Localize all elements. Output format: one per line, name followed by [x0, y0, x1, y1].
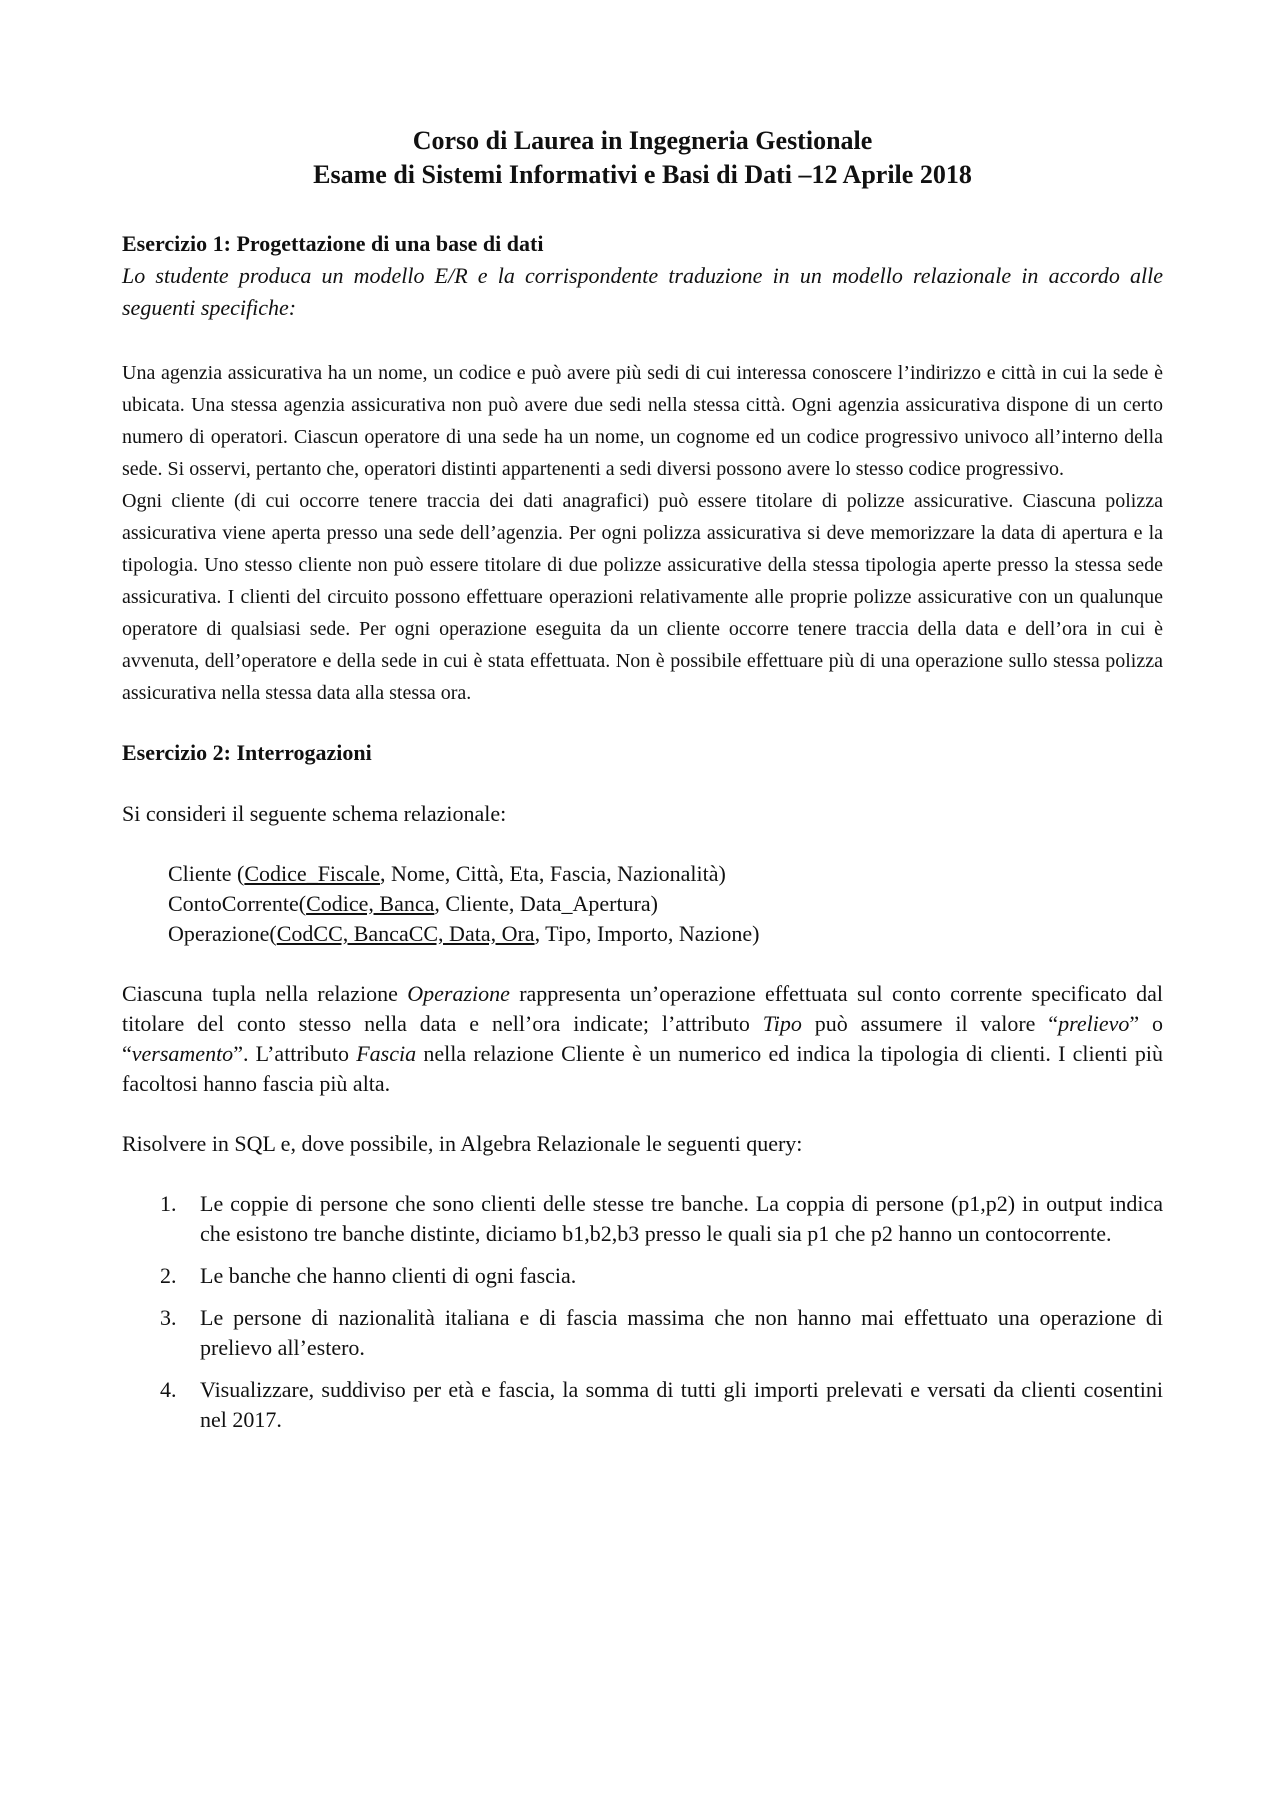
description-emphasis: Operazione [407, 981, 510, 1006]
description-emphasis: Tipo [762, 1011, 802, 1036]
exercise-1-heading: Esercizio 1: Progettazione di una base di dati [122, 231, 544, 256]
query-item [122, 1261, 1163, 1291]
exercise-1-intro: Lo studente produca un modello E/R e la corrispondente traduzione in un modello relazionale in accordo alle seguenti specifiche: [122, 263, 1163, 320]
description-text: nella relazione Cliente è un numerico ed indica la tipologia di clienti. I clienti più facoltosi hanno fascia più alta. [122, 1041, 1163, 1096]
query-item [122, 1303, 1163, 1363]
query-text: Le persone di nazionalità italiana e di fascia massima che non hanno mai effettuato una operazione di prelievo all’estero. [200, 1305, 1163, 1360]
relation-name: ContoCorrente( [168, 891, 307, 916]
relation-attributes: , Cliente, Data_Apertura) [434, 891, 658, 916]
relation-cliente [168, 859, 1163, 889]
description-text: rappresenta un’operazione effettuata sul conto corrente specificato dal titolare del conto stesso nella data e nell’ora indicate; l’attributo [122, 981, 1163, 1036]
query-text: Visualizzare, suddiviso per età e fascia, la somma di tutti gli importi prelevati e versati da clienti cosentini nel 2017. [200, 1377, 1163, 1432]
relation-contocorrente [168, 889, 1163, 919]
relational-schema [168, 859, 1163, 949]
query-item [122, 1375, 1163, 1435]
description-text: Ciascuna tupla nella relazione [122, 981, 408, 1006]
query-number: 3. [160, 1305, 177, 1330]
query-text: Le banche che hanno clienti di ogni fascia. [200, 1263, 577, 1288]
schema-intro: Si consideri il seguente schema relazionale: [122, 801, 507, 826]
relation-operazione [168, 919, 1163, 949]
schema-description [122, 979, 1163, 1099]
exercise-2-heading: Esercizio 2: Interrogazioni [122, 740, 372, 765]
exercise-1 [122, 228, 1163, 709]
description-emphasis: Fascia [356, 1041, 417, 1066]
primary-key: CodCC, BancaCC, Data, Ora [276, 921, 535, 946]
query-number: 2. [160, 1263, 177, 1288]
description-emphasis: prelievo [1058, 1011, 1130, 1036]
specification-paragraph: Ogni cliente (di cui occorre tenere traccia dei dati anagrafici) può essere titolare di polizze assicurative. Ciascuna polizza assicurativa viene aperta presso una sede dell’agenzia. Per ogni polizza assicurativa si deve memorizzare la data di apertura e la tipologia. Uno stesso cliente non può essere titolare di due polizze assicurative della stessa tipologia aperte presso la stessa sede assicurativa. I clienti del circuito possono effettuare operazioni relativamente alle proprie polizze assicurative con un qualunque operatore di qualsiasi sede. Per ogni operazione eseguita da un cliente occorre tenere traccia della data e dell’ora in cui è avvenuta, dell’operatore e della sede in cui è stata effettuata. Non è possibile effettuare più di una operazione sullo stessa polizza assicurativa nella stessa data alla stessa ora. [122, 490, 1163, 704]
exam-title: Esame di Sistemi Informativi e Basi di Dati –12 Aprile 2018 [313, 160, 972, 189]
query-text: Le coppie di persone che sono clienti delle stesse tre banche. La coppia di persone (p1,p2) in output indica che esistono tre banche distinte, diciamo b1,b2,b3 presso le quali sia p1 che p2 hanno un contocorrente. [200, 1191, 1163, 1246]
query-list [122, 1189, 1163, 1435]
relation-name: Cliente ( [168, 861, 245, 886]
document-header [122, 124, 1163, 192]
query-number: 4. [160, 1377, 177, 1402]
relation-name: Operazione( [168, 921, 277, 946]
description-emphasis: versamento [131, 1041, 234, 1066]
course-title: Corso di Laurea in Ingegneria Gestionale [412, 126, 873, 155]
exercise-2 [122, 737, 1163, 1435]
relation-attributes: , Nome, Città, Eta, Fascia, Nazionalità) [380, 861, 726, 886]
exercise-1-specification [122, 357, 1163, 709]
specification-paragraph: Una agenzia assicurativa ha un nome, un codice e può avere più sedi di cui interessa conoscere l’indirizzo e città in cui la sede è ubicata. Una stessa agenzia assicurativa non può avere due sedi nella stessa città. Ogni agenzia assicurativa dispone di un certo numero di operatori. Ciascun operatore di una sede ha un nome, un cognome ed un codice progressivo univoco all’interno della sede. Si osservi, pertanto che, operatori distinti appartenenti a sedi diversi possono avere lo stesso codice progressivo. [122, 362, 1163, 480]
query-item [122, 1189, 1163, 1249]
description-text: ”. L’attributo [233, 1041, 357, 1066]
primary-key: Codice, Banca [306, 891, 435, 916]
primary-key: Codice_Fiscale [244, 861, 381, 886]
relation-attributes: , Tipo, Importo, Nazione) [534, 921, 760, 946]
query-number: 1. [160, 1191, 177, 1216]
query-task-intro: Risolvere in SQL e, dove possibile, in Algebra Relazionale le seguenti query: [122, 1131, 803, 1156]
description-text: può assumere il valore “ [801, 1011, 1059, 1036]
description-text: ” o “ [122, 1011, 1163, 1066]
